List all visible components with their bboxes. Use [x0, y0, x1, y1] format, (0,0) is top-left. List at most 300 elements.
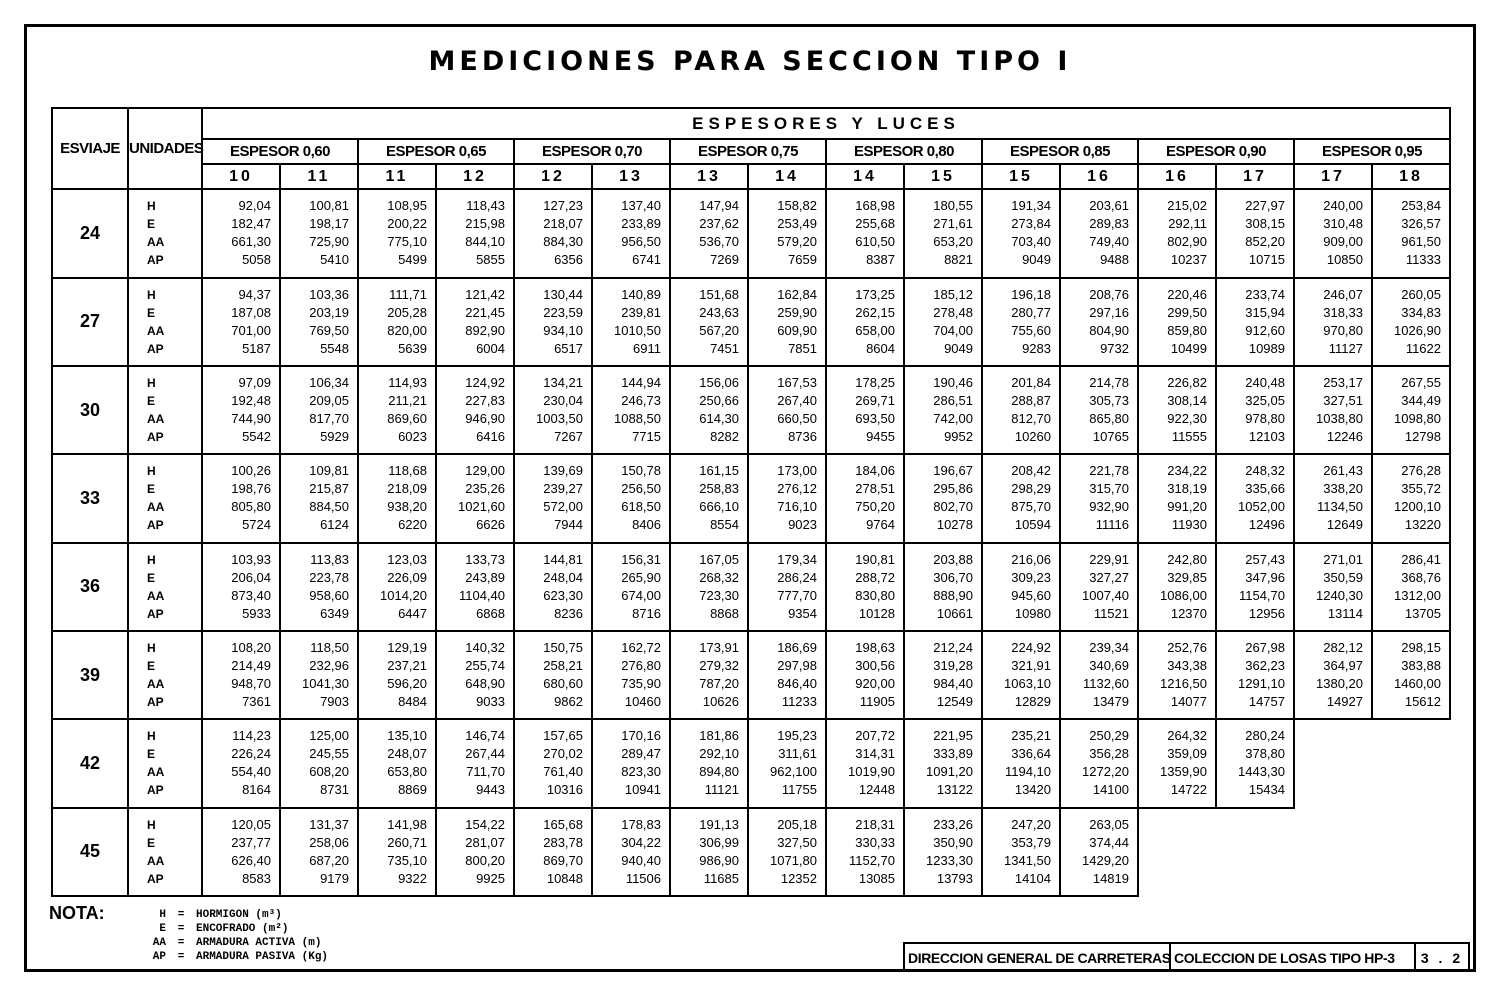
unit-label: E [147, 217, 156, 232]
cell-value: 956,50 [621, 234, 661, 250]
cell-value: 368,76 [1401, 569, 1441, 585]
cell-value: 344,49 [1401, 393, 1441, 409]
cell-value: 5410 [320, 252, 349, 268]
espesor-header: ESPESOR 0,90 [1138, 139, 1294, 164]
cell-value: 319,28 [933, 658, 973, 674]
cell-value: 162,72 [621, 640, 661, 656]
cell-value: 305,73 [1089, 393, 1129, 409]
cell-value: 221,78 [1089, 463, 1129, 479]
cell-value: 844,10 [465, 234, 505, 250]
cell-value: 12798 [1404, 429, 1441, 445]
cell-value: 6023 [398, 429, 427, 445]
cell-value: 5058 [242, 252, 271, 268]
units-cell [128, 543, 202, 631]
cell-value: 5929 [320, 429, 349, 445]
cell-value: 11622 [1405, 340, 1441, 356]
cell-value: 11930 [1171, 517, 1207, 533]
cell-value: 267,55 [1401, 375, 1441, 391]
cell-value: 248,32 [1245, 463, 1285, 479]
unit-label: H [147, 817, 156, 832]
cell-value: 203,19 [309, 304, 349, 320]
cell-value: 666,10 [699, 499, 739, 515]
cell-value: 208,42 [1011, 463, 1051, 479]
value-cell [904, 719, 982, 807]
cell-value: 212,24 [933, 640, 973, 656]
value-cell [1138, 366, 1216, 454]
value-cell [1060, 278, 1138, 366]
cell-value: 278,48 [933, 304, 973, 320]
value-cell [514, 631, 592, 719]
cell-value: 198,63 [855, 640, 895, 656]
cell-value: 190,46 [933, 375, 973, 391]
cell-value: 235,26 [465, 481, 505, 497]
cell-value: 246,73 [621, 393, 661, 409]
cell-value: 106,34 [309, 375, 349, 391]
cell-value: 196,67 [933, 463, 973, 479]
value-cell [202, 543, 280, 631]
cell-value: 536,70 [699, 234, 739, 250]
cell-value: 300,56 [855, 658, 895, 674]
cell-value: 7944 [554, 517, 583, 533]
value-cell [436, 189, 514, 277]
cell-value: 248,04 [543, 569, 583, 585]
cell-value: 240,48 [1245, 375, 1285, 391]
cell-value: 118,50 [310, 640, 349, 656]
cell-value: 614,30 [699, 411, 739, 427]
value-cell [904, 366, 982, 454]
cell-value: 127,23 [543, 198, 583, 214]
nota-label: NOTA: [49, 903, 105, 923]
cell-value: 270,02 [543, 746, 583, 762]
cell-value: 215,98 [465, 216, 505, 232]
luz-header: 14 [826, 164, 904, 189]
cell-value: 10989 [1248, 340, 1285, 356]
cell-value: 9033 [476, 694, 505, 710]
cell-value: 195,23 [777, 728, 817, 744]
cell-value: 11555 [1171, 429, 1207, 445]
cell-value: 144,81 [543, 551, 583, 567]
value-cell [358, 454, 436, 542]
cell-value: 161,15 [699, 463, 739, 479]
cell-value: 658,00 [855, 322, 895, 338]
empty-cell [1372, 719, 1450, 807]
cell-value: 653,80 [387, 764, 427, 780]
cell-value: 125,00 [309, 728, 349, 744]
luz-header: 13 [592, 164, 670, 189]
cell-value: 271,61 [933, 216, 973, 232]
cell-value: 315,70 [1089, 481, 1129, 497]
value-cell [592, 189, 670, 277]
cell-value: 340,69 [1089, 658, 1129, 674]
cell-value: 218,09 [387, 481, 427, 497]
cell-value: 190,81 [855, 551, 895, 567]
cell-value: 10941 [624, 782, 661, 798]
cell-value: 9023 [788, 517, 817, 533]
cell-value: 938,20 [387, 499, 427, 515]
value-cell [982, 189, 1060, 277]
cell-value: 170,16 [621, 728, 661, 744]
cell-value: 15612 [1404, 694, 1441, 710]
espesor-header: ESPESOR 0,65 [358, 139, 514, 164]
cell-value: 1014,20 [380, 587, 427, 603]
cell-value: 227,97 [1245, 198, 1285, 214]
cell-value: 984,40 [933, 676, 973, 692]
unit-label: AP [147, 341, 164, 356]
cell-value: 11905 [859, 694, 895, 710]
cell-value: 894,80 [699, 764, 739, 780]
value-cell [1216, 366, 1294, 454]
value-cell [670, 631, 748, 719]
value-cell [592, 454, 670, 542]
cell-value: 6447 [398, 605, 427, 621]
cell-value: 13114 [1327, 605, 1363, 621]
cell-value: 10316 [546, 782, 583, 798]
cell-value: 286,41 [1401, 551, 1441, 567]
cell-value: 134,21 [543, 375, 583, 391]
luz-header: 17 [1216, 164, 1294, 189]
cell-value: 6741 [632, 252, 661, 268]
cell-value: 6356 [554, 252, 583, 268]
cell-value: 7659 [788, 252, 817, 268]
value-cell [904, 808, 982, 896]
unit-label: H [147, 729, 156, 744]
cell-value: 6868 [476, 605, 505, 621]
cell-value: 12352 [780, 870, 817, 886]
value-cell [670, 278, 748, 366]
table-row [52, 366, 1450, 454]
value-cell [358, 189, 436, 277]
footer-collection: COLECCION DE LOSAS TIPO HP-3 [1171, 944, 1416, 972]
cell-value: 9283 [1022, 340, 1051, 356]
cell-value: 8236 [554, 605, 583, 621]
cell-value: 716,10 [777, 499, 817, 515]
cell-value: 282,12 [1323, 640, 1363, 656]
cell-value: 240,00 [1323, 198, 1363, 214]
cell-value: 100,81 [309, 198, 349, 214]
cell-value: 9925 [476, 870, 505, 886]
cell-value: 162,84 [777, 286, 817, 302]
value-cell [358, 631, 436, 719]
cell-value: 7715 [632, 429, 661, 445]
units-cell [128, 189, 202, 277]
cell-value: 6220 [398, 517, 427, 533]
value-cell [1138, 278, 1216, 366]
value-cell [1060, 189, 1138, 277]
value-cell [1060, 631, 1138, 719]
cell-value: 970,80 [1323, 322, 1363, 338]
cell-value: 873,40 [231, 587, 271, 603]
value-cell [280, 366, 358, 454]
table-row [52, 189, 1450, 277]
value-cell [826, 808, 904, 896]
cell-value: 276,80 [621, 658, 661, 674]
cell-value: 133,73 [465, 551, 505, 567]
cell-value: 1010,50 [614, 322, 661, 338]
cell-value: 653,20 [933, 234, 973, 250]
unit-label: AA [147, 677, 165, 692]
cell-value: 306,99 [699, 834, 739, 850]
cell-value: 661,30 [231, 234, 271, 250]
cell-value: 191,13 [699, 816, 739, 832]
cell-value: 755,60 [1011, 322, 1051, 338]
cell-value: 92,04 [238, 198, 271, 214]
cell-value: 269,71 [855, 393, 895, 409]
cell-value: 167,05 [699, 551, 739, 567]
cell-value: 334,83 [1401, 304, 1441, 320]
esviaje-value: 45 [52, 808, 128, 896]
value-cell [514, 808, 592, 896]
cell-value: 1038,80 [1316, 411, 1363, 427]
cell-value: 812,70 [1011, 411, 1051, 427]
value-cell [1138, 719, 1216, 807]
legend-item: E = ENCOFRADO (m²) [140, 922, 328, 936]
cell-value: 804,90 [1089, 322, 1129, 338]
cell-value: 353,79 [1011, 834, 1051, 850]
cell-value: 865,80 [1089, 411, 1129, 427]
cell-value: 147,94 [699, 198, 739, 214]
cell-value: 10260 [1014, 429, 1051, 445]
cell-value: 735,10 [387, 852, 427, 868]
cell-value: 262,15 [855, 304, 895, 320]
cell-value: 292,10 [699, 746, 739, 762]
cell-value: 7451 [710, 340, 739, 356]
cell-value: 10594 [1014, 517, 1051, 533]
cell-value: 9049 [944, 340, 973, 356]
cell-value: 725,90 [309, 234, 349, 250]
cell-value: 201,84 [1011, 375, 1051, 391]
cell-value: 1063,10 [1004, 676, 1051, 692]
cell-value: 258,83 [699, 481, 739, 497]
cell-value: 182,47 [231, 216, 271, 232]
value-cell [202, 189, 280, 277]
value-cell [592, 543, 670, 631]
cell-value: 10128 [858, 605, 895, 621]
espesor-header: ESPESOR 0,75 [670, 139, 826, 164]
cell-value: 567,20 [699, 322, 739, 338]
cell-value: 118,43 [466, 198, 505, 214]
cell-value: 1071,80 [770, 852, 817, 868]
nota-legend [140, 908, 328, 964]
value-cell [202, 808, 280, 896]
value-cell [280, 543, 358, 631]
cell-value: 310,48 [1323, 216, 1363, 232]
cell-value: 802,90 [1167, 234, 1207, 250]
cell-value: 9354 [788, 605, 817, 621]
legend-item: AP = ARMADURA PASIVA (Kg) [140, 950, 328, 964]
cell-value: 9443 [476, 782, 505, 798]
espesor-header: ESPESOR 0,80 [826, 139, 982, 164]
esviaje-value: 36 [52, 543, 128, 631]
cell-value: 350,59 [1323, 569, 1363, 585]
cell-value: 276,12 [777, 481, 817, 497]
cell-value: 226,09 [387, 569, 427, 585]
cell-value: 777,70 [777, 587, 817, 603]
cell-value: 154,22 [465, 816, 505, 832]
cell-value: 230,04 [543, 393, 583, 409]
cell-value: 10765 [1092, 429, 1129, 445]
unit-label: AP [147, 783, 164, 798]
cell-value: 248,07 [387, 746, 427, 762]
cell-value: 335,66 [1245, 481, 1285, 497]
value-cell [514, 719, 592, 807]
cell-value: 265,90 [621, 569, 661, 585]
table-row [52, 631, 1450, 719]
cell-value: 267,40 [777, 393, 817, 409]
cell-value: 178,25 [855, 375, 895, 391]
cell-value: 14757 [1248, 694, 1285, 710]
cell-value: 263,05 [1089, 816, 1129, 832]
value-cell [1216, 278, 1294, 366]
cell-value: 12549 [936, 694, 973, 710]
cell-value: 243,89 [465, 569, 505, 585]
espesores-luces-header: ESPESORES Y LUCES [202, 108, 1450, 139]
cell-value: 8282 [710, 429, 739, 445]
value-cell [1060, 543, 1138, 631]
cell-value: 817,70 [309, 411, 349, 427]
cell-value: 9049 [1022, 252, 1051, 268]
cell-value: 289,47 [621, 746, 661, 762]
cell-value: 978,80 [1245, 411, 1285, 427]
esviaje-value: 24 [52, 189, 128, 277]
cell-value: 118,68 [388, 463, 427, 479]
cell-value: 299,50 [1167, 304, 1207, 320]
units-cell [128, 454, 202, 542]
cell-value: 554,40 [231, 764, 271, 780]
cell-value: 909,00 [1323, 234, 1363, 250]
cell-value: 304,22 [621, 834, 661, 850]
unit-label: AP [147, 695, 164, 710]
value-cell [670, 808, 748, 896]
cell-value: 750,20 [855, 499, 895, 515]
cell-value: 343,38 [1167, 658, 1207, 674]
unit-label: H [147, 641, 156, 656]
cell-value: 932,90 [1089, 499, 1129, 515]
cell-value: 94,37 [238, 286, 271, 302]
cell-value: 286,24 [777, 569, 817, 585]
cell-value: 191,34 [1011, 198, 1051, 214]
cell-value: 6124 [320, 517, 349, 533]
value-cell [748, 631, 826, 719]
cell-value: 711,70 [466, 764, 505, 780]
table-row [52, 543, 1450, 631]
cell-value: 207,72 [855, 728, 895, 744]
cell-value: 14104 [1014, 870, 1051, 886]
cell-value: 1091,20 [926, 764, 973, 780]
cell-value: 1240,30 [1316, 587, 1363, 603]
cell-value: 362,23 [1245, 658, 1285, 674]
cell-value: 218,07 [543, 216, 583, 232]
unit-label: AA [147, 765, 165, 780]
cell-value: 884,30 [543, 234, 583, 250]
value-cell [1372, 366, 1450, 454]
cell-value: 173,25 [855, 286, 895, 302]
value-cell [280, 189, 358, 277]
unit-label: AP [147, 518, 164, 533]
value-cell [748, 454, 826, 542]
luz-header: 16 [1138, 164, 1216, 189]
cell-value: 12448 [858, 782, 895, 798]
value-cell [826, 719, 904, 807]
legend-abbr: H [159, 909, 166, 921]
cell-value: 158,82 [777, 198, 817, 214]
cell-value: 208,76 [1089, 286, 1129, 302]
cell-value: 13122 [936, 782, 973, 798]
cell-value: 1021,60 [458, 499, 505, 515]
value-cell [1294, 189, 1372, 277]
cell-value: 11333 [1405, 252, 1441, 268]
unit-label: E [147, 305, 156, 320]
cell-value: 1233,30 [926, 852, 973, 868]
unit-label: AP [147, 606, 164, 621]
cell-value: 135,10 [387, 728, 427, 744]
cell-value: 226,24 [231, 746, 271, 762]
cell-value: 168,98 [855, 198, 895, 214]
legend-abbr: AP [152, 951, 166, 963]
cell-value: 356,28 [1089, 746, 1129, 762]
value-cell [202, 719, 280, 807]
cell-value: 12370 [1170, 605, 1207, 621]
value-cell [202, 278, 280, 366]
cell-value: 609,90 [777, 322, 817, 338]
cell-value: 9952 [944, 429, 973, 445]
cell-value: 940,40 [621, 852, 661, 868]
cell-value: 258,21 [543, 658, 583, 674]
cell-value: 922,30 [1167, 411, 1207, 427]
luz-header: 12 [436, 164, 514, 189]
empty-cell [1372, 808, 1450, 896]
cell-value: 693,50 [855, 411, 895, 427]
cell-value: 350,90 [933, 834, 973, 850]
cell-value: 113,83 [310, 551, 349, 567]
cell-value: 129,19 [387, 640, 427, 656]
cell-value: 123,03 [387, 551, 427, 567]
cell-value: 203,88 [933, 551, 973, 567]
cell-value: 198,76 [231, 481, 271, 497]
cell-value: 239,27 [543, 481, 583, 497]
cell-value: 1086,00 [1160, 587, 1207, 603]
value-cell [358, 366, 436, 454]
cell-value: 991,20 [1167, 499, 1207, 515]
value-cell [280, 631, 358, 719]
units-cell [128, 808, 202, 896]
cell-value: 298,29 [1011, 481, 1051, 497]
unit-label: H [147, 464, 156, 479]
luz-header: 11 [358, 164, 436, 189]
cell-value: 8736 [788, 429, 817, 445]
cell-value: 150,78 [621, 463, 661, 479]
cell-value: 9455 [866, 429, 895, 445]
unit-label: E [147, 482, 156, 497]
empty-cell [1138, 808, 1216, 896]
unit-label: AA [147, 235, 165, 250]
cell-value: 111,71 [389, 286, 427, 302]
cell-value: 948,70 [231, 676, 271, 692]
value-cell [358, 543, 436, 631]
cell-value: 6911 [633, 340, 661, 356]
cell-value: 10715 [1248, 252, 1285, 268]
cell-value: 1098,80 [1394, 411, 1441, 427]
cell-value: 1052,00 [1238, 499, 1285, 515]
cell-value: 255,68 [855, 216, 895, 232]
cell-value: 205,18 [777, 816, 817, 832]
cell-value: 687,20 [309, 852, 349, 868]
cell-value: 892,90 [465, 322, 505, 338]
value-cell [436, 454, 514, 542]
cell-value: 234,22 [1167, 463, 1207, 479]
value-cell [280, 454, 358, 542]
cell-value: 184,06 [855, 463, 895, 479]
cell-value: 203,61 [1089, 198, 1129, 214]
